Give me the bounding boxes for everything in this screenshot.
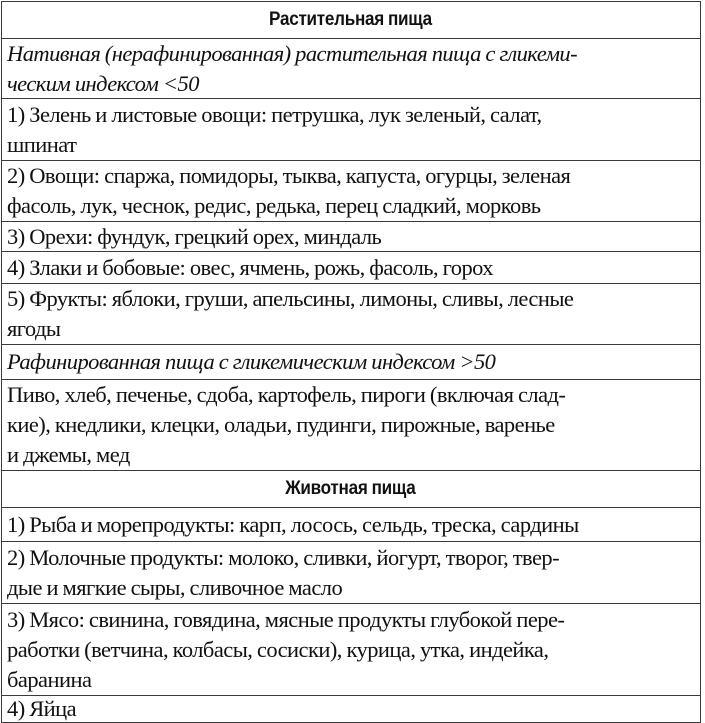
row-line: кие), кнедлики, клецки, оладьи, пудинги, пирожные, варенье xyxy=(7,412,555,437)
row-line: 4) Яйца xyxy=(7,696,77,721)
row-line: и джемы, мед xyxy=(7,442,130,467)
section-header-plant-food xyxy=(2,2,700,38)
section-header-animal-food xyxy=(2,470,700,507)
row-line: баранина xyxy=(7,666,92,692)
row-line: Нативная (нерафинированная) растительная пища с гликеми- xyxy=(7,40,578,66)
subsection-refined-high-gi xyxy=(2,344,700,379)
subsection-native-low-gi xyxy=(2,38,700,98)
row-line: фасоль, лук, чеснок, редис, редька, перец сладкий, морковь xyxy=(7,193,541,218)
row-line: 1) Рыба и морепродукты: карп, лосось, сельдь, треска, сардины xyxy=(7,511,579,537)
table-row-greens xyxy=(2,98,700,160)
row-line: 5) Фрукты: яблоки, груши, апельсины, лимоны, сливы, лесные xyxy=(7,286,574,311)
row-line: ягоды xyxy=(7,316,61,341)
table-row-refined-foods xyxy=(2,379,700,470)
row-line: шпинат xyxy=(7,131,77,157)
section-title: Животная пища xyxy=(284,478,416,499)
table-row-dairy xyxy=(2,541,700,603)
table-row-fruits xyxy=(2,283,700,344)
table-row-grains-legumes xyxy=(2,251,700,283)
row-line: Рафинированная пища с гликемическим индексом >50 xyxy=(7,349,496,374)
table-row-meat xyxy=(2,603,700,695)
row-line: 2) Молочные продукты: молоко, сливки, йогурт, творог, твер- xyxy=(7,544,560,570)
food-table xyxy=(1,1,701,723)
row-line: дые и мягкие сыры, сливочное масло xyxy=(7,574,343,600)
row-line: 1) Зелень и листовые овощи: петрушка, лук зеленый, салат, xyxy=(7,101,542,127)
row-line: 3) Орехи: фундук, грецкий орех, миндаль xyxy=(7,223,382,249)
section-title: Растительная пища xyxy=(268,9,432,30)
row-line: 2) Овощи: спаржа, помидоры, тыква, капуста, огурцы, зеленая xyxy=(7,163,571,188)
row-line: работки (ветчина, колбасы, сосиски), курица, утка, индейка, xyxy=(7,636,549,662)
row-line: 3) Мясо: свинина, говядина, мясные продукты глубокой пере- xyxy=(7,606,565,632)
table-row-eggs xyxy=(2,695,700,722)
row-line: 4) Злаки и бобовые: овес, ячмень, рожь, фасоль, горох xyxy=(7,254,493,280)
row-line: ческим индексом <50 xyxy=(7,70,199,96)
row-line: Пиво, хлеб, печенье, сдоба, картофель, пироги (включая слад- xyxy=(7,382,566,407)
table-row-fish-seafood xyxy=(2,507,700,541)
table-row-vegetables xyxy=(2,160,700,221)
table-row-nuts xyxy=(2,221,700,251)
